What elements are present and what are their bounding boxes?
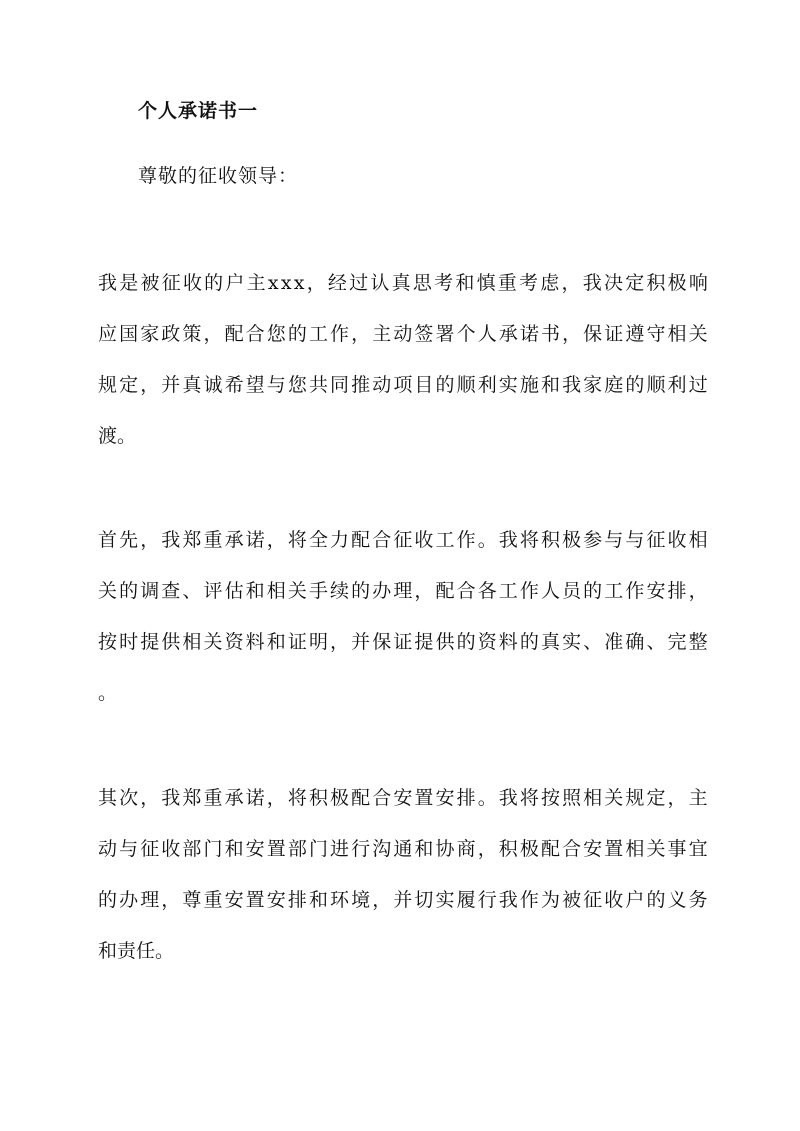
paragraph-line: 动 与 征 收 部 门 和 安 置 部 门 进 行 沟 通 和 协 商 ， 积 极 配 合 安 置 相 关 事 宜 [98, 838, 708, 860]
paragraph-line: 首 先 ， 我 郑 重 承 诺 ， 将 全 力 配 合 征 收 工 作 。 我 将 积 极 参 与 与 征 收 相 [98, 529, 708, 551]
paragraph-line: 渡。 [98, 425, 137, 447]
paragraph-2 [98, 526, 708, 730]
salutation: 尊敬的征收领导： [138, 165, 299, 187]
paragraph-line: 我 是 被 征 收 的 户 主 x x x ， 经 过 认 真 思 考 和 慎 重 考 虑 ， 我 决 定 积 极 响 [98, 272, 708, 294]
document-title: 个人承诺书一 [138, 100, 259, 122]
paragraph-line: 应 国 家 政 策 ， 配 合 您 的 工 作 ， 主 动 签 署 个 人 承 诺 书 ， 保 证 遵 守 相 关 [98, 323, 708, 345]
paragraph-line: 其 次 ， 我 郑 重 承 诺 ， 将 积 极 配 合 安 置 安 排 。 我 将 按 照 相 关 规 定 ， 主 [98, 787, 708, 809]
paragraph-line: 规 定 ， 并 真 诚 希 望 与 您 共 同 推 动 项 目 的 顺 利 实 施 和 我 家 庭 的 顺 利 过 [98, 374, 708, 396]
paragraph-line: 。 [98, 682, 118, 704]
paragraph-line: 关 的 调 查 、 评 估 和 相 关 手 续 的 办 理 ， 配 合 各 工 作 人 员 的 工 作 安 排 ， [98, 580, 708, 602]
paragraph-1 [98, 269, 708, 473]
paragraph-3 [98, 784, 708, 988]
paragraph-line: 的 办 理 ， 尊 重 安 置 安 排 和 环 境 ， 并 切 实 履 行 我 作 为 被 征 收 户 的 义 务 [98, 889, 708, 911]
paragraph-line: 按 时 提 供 相 关 资 料 和 证 明 ， 并 保 证 提 供 的 资 料 的 真 实 、 准 确 、 完 整 [98, 631, 708, 653]
paragraph-line: 和责任。 [98, 940, 175, 962]
